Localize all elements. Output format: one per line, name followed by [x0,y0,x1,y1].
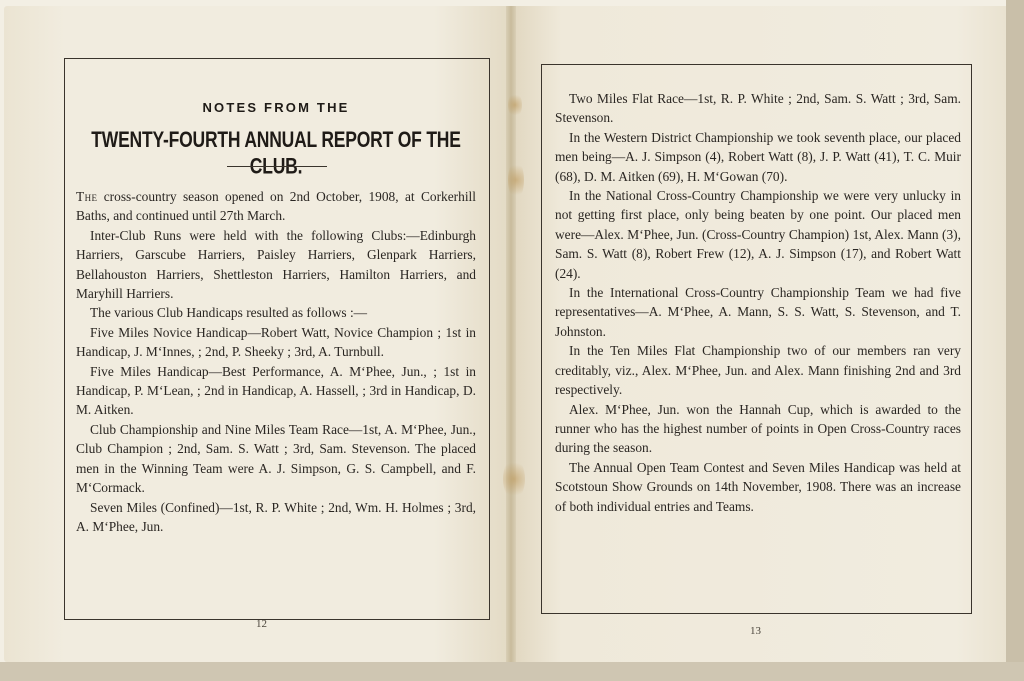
title-rule [227,166,327,167]
paragraph-lead-word: The [76,189,98,204]
paragraph: Seven Miles (Confined)—1st, R. P. White ; 2nd, Wm. H. Holmes ; 3rd, A. M‘Phee, Jun. [76,499,476,534]
page-number: 12 [256,618,267,630]
paragraph: Two Miles Flat Race—1st, R. P. White ; 2nd, Sam. S. Watt ; 3rd, Sam. Stevenson. [555,91,961,126]
left-page-body [76,187,476,536]
book-cover-edge [1006,0,1024,681]
foxing-stain [508,92,522,118]
paragraph: In the Ten Miles Flat Championship two of our members ran very creditably, viz., Alex. M‘Phee, Jun. and Alex. Mann finishing 2nd and 3rd respectively. [555,343,961,398]
paragraph-text: cross-country season opened on 2nd October, 1908, at Corkerhill Baths, and continued until 27th March. [76,189,476,224]
book-cover-bottom [0,662,1024,681]
paragraph: Five Miles Handicap—Best Performance, A. M‘Phee, Jun., ; 1st in Handicap, P. M‘Lean, ; 2nd in Handicap, A. Hassell, ; 3rd in Handicap, D. M. Aitken. [76,363,476,418]
page-number: 13 [750,625,761,637]
paragraph: Five Miles Novice Handicap—Robert Watt, Novice Champion ; 1st in Handicap, J. M‘Innes, ; 2nd, P. Sheeky ; 3rd, A. Turnbull. [76,324,476,360]
paragraph: Alex. M‘Phee, Jun. won the Hannah Cup, which is awarded to the runner who has the highest number of points in Open Cross-Country races during the season. [555,401,961,456]
paragraph: In the National Cross-Country Championship we were very unlucky in not getting first place, only being beaten by one point. Our placed men were—Alex. M‘Phee, Jun. (Cross-Country Champion) 1st, Alex. Mann (3), Sam. S. Watt (8), Robert Frew (12), A. J. Simpson (17), and Robert Watt (24). [555,188,961,281]
notes-heading: NOTES FROM THE [202,100,350,115]
paragraph: The various Club Handicaps resulted as follows :— [90,305,368,321]
report-title: TWENTY-FOURTH ANNUAL REPORT OF THE CLUB. [91,127,461,179]
paragraph: In the Western District Championship we took seventh place, our placed men being—A. J. Simpson (4), Robert Watt (8), J. P. Watt (41), T. C. Muir (68), D. M. Aitken (69), H. M‘Gowan (70). [555,129,961,184]
paragraph: The Annual Open Team Contest and Seven Miles Handicap was held at Scotstoun Show Grounds on 14th November, 1908. There was an increase of both individual entries and Teams. [555,459,961,514]
foxing-stain [503,458,525,500]
paragraph [76,187,476,226]
paragraph: Club Championship and Nine Miles Team Race—1st, A. M‘Phee, Jun., Club Champion ; 2nd, Sam. S. Watt ; 3rd, Sam. Stevenson. The placed men in the Winning Team were A. J. Simpson, G. S. Campbell, and F. M‘Cormack. [76,421,476,496]
paragraph: Inter-Club Runs were held with the following Clubs:—Edinburgh Harriers, Garscube Harriers, Paisley Harriers, Glenpark Harriers, Bellahouston Harriers, Shettleston Harriers, Hamilton Harriers, and Maryhill Harriers. [76,227,476,302]
foxing-stain [508,160,524,200]
right-page-body [555,89,961,516]
paragraph: In the International Cross-Country Championship Team we had five representatives—A. M‘Phee, A. Mann, S. S. Watt, S. Stevenson, and T. Johnston. [555,285,961,339]
